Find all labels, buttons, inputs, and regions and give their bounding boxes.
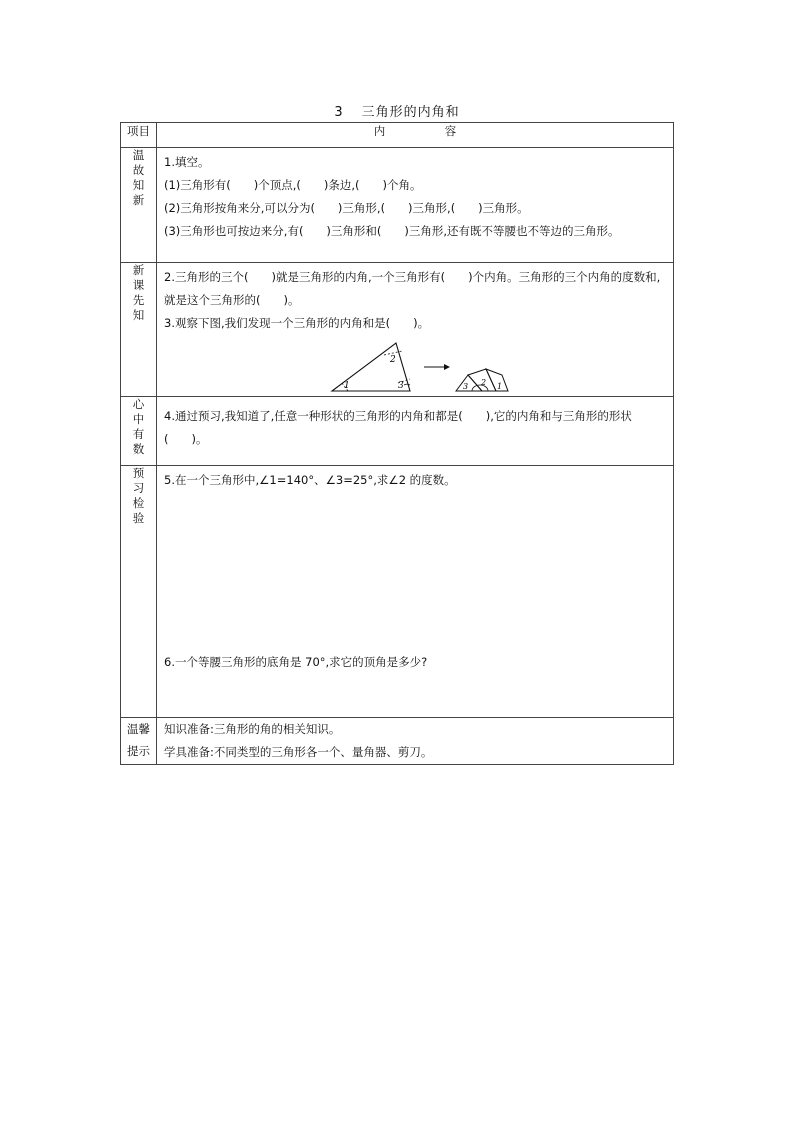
section-check (121, 466, 674, 718)
angle-sum-diagram (164, 335, 667, 393)
tip-knowledge: 知识准备:三角形的角的相关知识。 (164, 722, 341, 736)
section-new-lesson (121, 263, 674, 397)
section-content-check (157, 466, 674, 718)
preview-sheet-table (120, 122, 674, 765)
q1-part2: (2)三角形按角来分,可以分为( )三角形,( )三角形,( )三角形。 (164, 201, 529, 215)
q1-heading: 1.填空。 (164, 155, 210, 169)
q5-answer-space (164, 492, 667, 651)
q1-part3: (3)三角形也可按边来分,有( )三角形和( )三角形,还有既不等腰也不等边的三角形。 (164, 224, 620, 238)
moved-angle-label-3: 3 (463, 382, 469, 391)
q5-text: 5.在一个三角形中,∠1=140°、∠3=25°,求∠2 的度数。 (164, 473, 456, 487)
section-content-new-lesson (157, 263, 674, 397)
q2-text: 2.三角形的三个( )就是三角形的内角,一个三角形有( )个内角。三角形的三个内角的度数和,就是这个三角形的( )。 (164, 270, 661, 307)
section-label-check: 预习检验 (121, 466, 157, 718)
q1-part1: (1)三角形有( )个顶点,( )条边,( )个角。 (164, 178, 422, 192)
q6-text: 6.一个等腰三角形的底角是 70°,求它的顶角是多少? (164, 655, 428, 669)
triangle-illustration (324, 335, 514, 393)
moved-angle-label-2: 2 (481, 378, 487, 387)
angle-label-1: 1 (344, 381, 350, 391)
section-label-review: 温故知新 (121, 148, 157, 263)
section-content-summary (157, 397, 674, 466)
section-content-review (157, 148, 674, 263)
section-review (121, 148, 674, 263)
section-tips (121, 718, 674, 765)
section-content-tips (157, 718, 674, 765)
section-summary (121, 397, 674, 466)
tip-tools: 学具准备:不同类型的三角形各一个、量角器、剪刀。 (164, 745, 433, 759)
header-content: 内 容 (157, 123, 674, 148)
q3-text: 3.观察下图,我们发现一个三角形的内角和是( )。 (164, 316, 430, 330)
moved-angle-label-1: 1 (497, 382, 503, 391)
header-item: 项目 (121, 123, 157, 148)
title-number: 3 (334, 105, 344, 120)
angle-label-2: 2 (390, 355, 396, 365)
section-label-new-lesson: 新课先知 (121, 263, 157, 397)
section-label-summary: 心中有数 (121, 397, 157, 466)
angle-label-3: 3 (398, 381, 404, 391)
page-title (0, 101, 794, 120)
header-row (121, 123, 674, 148)
section-label-tips: 温馨提示 (121, 718, 157, 765)
q4-text: 4.通过预习,我知道了,任意一种形状的三角形的内角和都是( ),它的内角和与三角形的形状( )。 (164, 409, 632, 446)
title-text: 三角形的内角和 (361, 105, 460, 120)
arrow-icon (444, 364, 450, 370)
